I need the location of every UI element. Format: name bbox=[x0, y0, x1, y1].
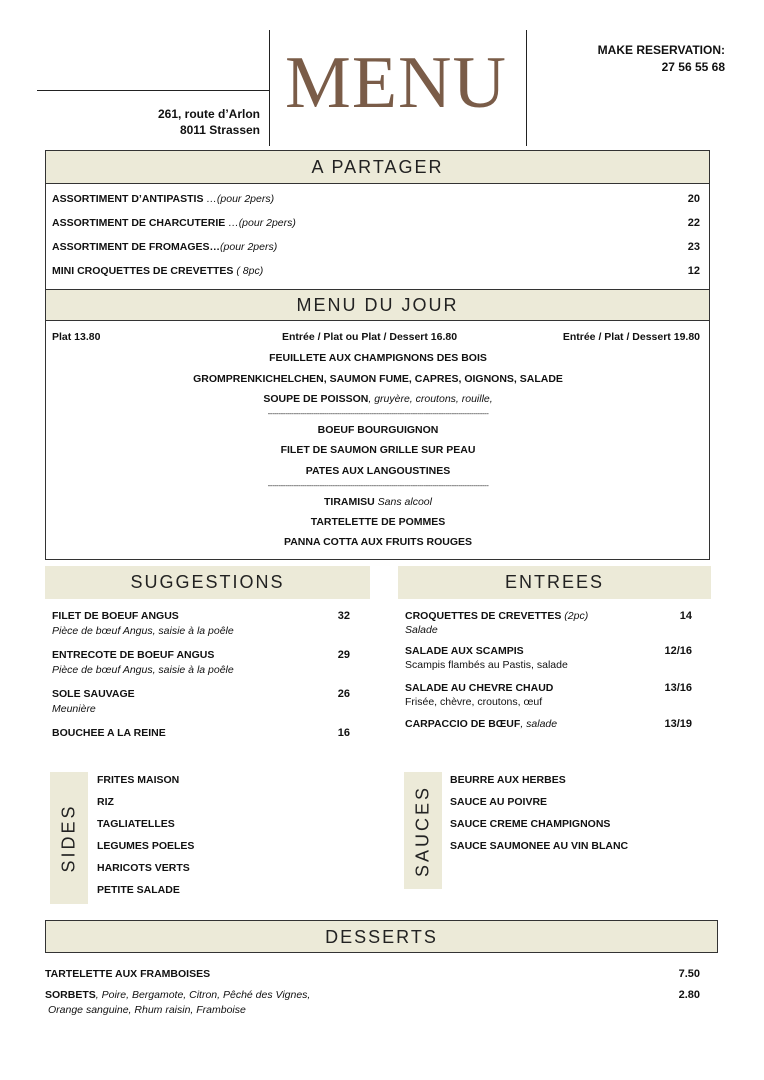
item-price: 20 bbox=[687, 193, 700, 205]
price-plat: Plat 13.80 bbox=[52, 331, 101, 343]
entree-item bbox=[405, 717, 557, 731]
dessert-item: PANNA COTTA AUX FRUITS ROUGES bbox=[283, 536, 473, 548]
entree-price: 14 bbox=[679, 610, 692, 622]
list-item bbox=[52, 240, 277, 254]
item-name: MINI CROQUETTES DE CREVETTES bbox=[52, 265, 234, 277]
item-name: TIRAMISU bbox=[324, 496, 375, 508]
item-name: CROQUETTES DE CREVETTES bbox=[405, 610, 562, 622]
item-note: , Poire, Bergamote, Citron, Pêché des Vignes, bbox=[95, 989, 311, 1001]
item-price: 22 bbox=[687, 217, 700, 229]
sauces-title: SAUCES bbox=[412, 784, 433, 877]
suggestion-price: 16 bbox=[337, 727, 350, 739]
reservation-label: MAKE RESERVATION: bbox=[597, 43, 725, 57]
suggestion-name: BOUCHEE A LA REINE bbox=[52, 727, 166, 739]
suggestion-name: FILET DE BOEUF ANGUS bbox=[52, 610, 179, 622]
item-name: CARPACCIO DE BŒUF bbox=[405, 718, 521, 730]
title-divider-left bbox=[269, 30, 270, 146]
starter-item: FEUILLETE AUX CHAMPIGNONS DES BOIS bbox=[269, 352, 487, 364]
section-header-a-partager: A PARTAGER bbox=[45, 150, 710, 184]
item-note: (pour 2pers) bbox=[220, 241, 278, 253]
price-three-courses: Entrée / Plat / Dessert 19.80 bbox=[562, 331, 700, 343]
entree-desc: Frisée, chèvre, croutons, œuf bbox=[405, 696, 543, 708]
item-note: , gruyère, croutons, rouille, bbox=[368, 393, 493, 405]
entree-desc: Scampis flambés au Pastis, salade bbox=[405, 659, 568, 671]
suggestion-desc: Pièce de bœuf Angus, saisie à la poêle bbox=[52, 664, 234, 676]
item-note: …(pour 2pers) bbox=[206, 193, 275, 205]
section-header-suggestions: SUGGESTIONS bbox=[45, 566, 370, 599]
suggestion-price: 32 bbox=[337, 610, 350, 622]
header-rule bbox=[37, 90, 269, 91]
item-name: ASSORTIMENT DE FROMAGES… bbox=[52, 241, 221, 253]
sides-label-band bbox=[50, 772, 88, 904]
side-item: RIZ bbox=[97, 796, 114, 808]
item-name: ASSORTIMENT D’ANTIPASTIS bbox=[52, 193, 204, 205]
starter-item bbox=[46, 392, 710, 406]
side-item: PETITE SALADE bbox=[97, 884, 180, 896]
address-line-2: 8011 Strassen bbox=[179, 123, 260, 137]
entree-price: 13/19 bbox=[664, 718, 692, 730]
address-line-1: 261, route d’Arlon bbox=[157, 107, 260, 121]
page-title: MENU bbox=[285, 42, 507, 124]
main-item: FILET DE SAUMON GRILLE SUR PEAU bbox=[280, 444, 476, 456]
price-two-courses: Entrée / Plat ou Plat / Dessert 16.80 bbox=[282, 331, 458, 343]
suggestion-price: 26 bbox=[337, 688, 350, 700]
reservation-info bbox=[550, 42, 725, 76]
sides-title: SIDES bbox=[58, 803, 79, 873]
dessert-price: 2.80 bbox=[678, 989, 700, 1001]
item-name: ASSORTIMENT DE CHARCUTERIE bbox=[52, 217, 226, 229]
entree-price: 13/16 bbox=[664, 682, 692, 694]
sauce-item: BEURRE AUX HERBES bbox=[450, 774, 566, 786]
main-item: BOEUF BOURGUIGNON bbox=[317, 424, 439, 436]
list-item bbox=[52, 216, 296, 230]
list-item bbox=[52, 192, 274, 206]
side-item: FRITES MAISON bbox=[97, 774, 180, 786]
item-price: 12 bbox=[687, 265, 700, 277]
starter-item: GROMPRENKICHELCHEN, SAUMON FUME, CAPRES, OIGNONS, SALADE bbox=[193, 373, 563, 385]
item-name: SOUPE DE POISSON bbox=[263, 393, 369, 405]
sauce-item: SAUCE CREME CHAMPIGNONS bbox=[450, 818, 611, 830]
suggestion-desc: Pièce de bœuf Angus, saisie à la poêle bbox=[52, 625, 234, 637]
item-price: 23 bbox=[687, 241, 700, 253]
item-note: Sans alcool bbox=[374, 496, 432, 508]
list-item bbox=[52, 264, 263, 278]
sauce-item: SAUCE AU POIVRE bbox=[450, 796, 548, 808]
dessert-item bbox=[45, 988, 310, 1002]
suggestion-name: ENTRECOTE DE BOEUF ANGUS bbox=[52, 649, 215, 661]
section-header-entrees: ENTREES bbox=[398, 566, 711, 599]
dessert-item bbox=[46, 495, 710, 509]
dessert-price: 7.50 bbox=[678, 968, 700, 980]
sauces-label-band bbox=[404, 772, 442, 889]
reservation-phone[interactable]: 27 56 55 68 bbox=[661, 60, 725, 74]
section-header-menu-du-jour: MENU DU JOUR bbox=[45, 289, 710, 321]
item-note: (2pc) bbox=[561, 610, 589, 622]
dessert-item: TARTELETTE DE POMMES bbox=[310, 516, 446, 528]
item-name: SORBETS bbox=[45, 989, 96, 1001]
side-item: TAGLIATELLES bbox=[97, 818, 175, 830]
item-note: …(pour 2pers) bbox=[228, 217, 296, 229]
entree-name: SALADE AU CHEVRE CHAUD bbox=[405, 682, 554, 694]
item-note: ( 8pc) bbox=[236, 265, 264, 277]
entree-price: 12/16 bbox=[664, 645, 692, 657]
item-note: , salade bbox=[520, 718, 558, 730]
dessert-name: TARTELETTE AUX FRAMBOISES bbox=[45, 968, 211, 980]
suggestion-price: 29 bbox=[337, 649, 350, 661]
entree-item bbox=[405, 609, 588, 623]
sauce-item: SAUCE SAUMONEE AU VIN BLANC bbox=[450, 840, 629, 852]
entree-desc: Salade bbox=[405, 624, 438, 636]
address bbox=[100, 106, 260, 138]
side-item: LEGUMES POELES bbox=[97, 840, 195, 852]
section-header-desserts: DESSERTS bbox=[45, 920, 718, 953]
dessert-note-continued: Orange sanguine, Rhum raisin, Framboise bbox=[48, 1004, 246, 1016]
side-item: HARICOTS VERTS bbox=[97, 862, 190, 874]
entree-name: SALADE AUX SCAMPIS bbox=[405, 645, 524, 657]
title-divider-right bbox=[526, 30, 527, 146]
suggestion-desc: Meunière bbox=[52, 703, 96, 715]
suggestion-name: SOLE SAUVAGE bbox=[52, 688, 135, 700]
main-item: PATES AUX LANGOUSTINES bbox=[305, 465, 451, 477]
separator: ------------------------------------------------------------------------------------------------------ bbox=[267, 409, 489, 418]
separator: ------------------------------------------------------------------------------------------------------ bbox=[267, 481, 489, 490]
